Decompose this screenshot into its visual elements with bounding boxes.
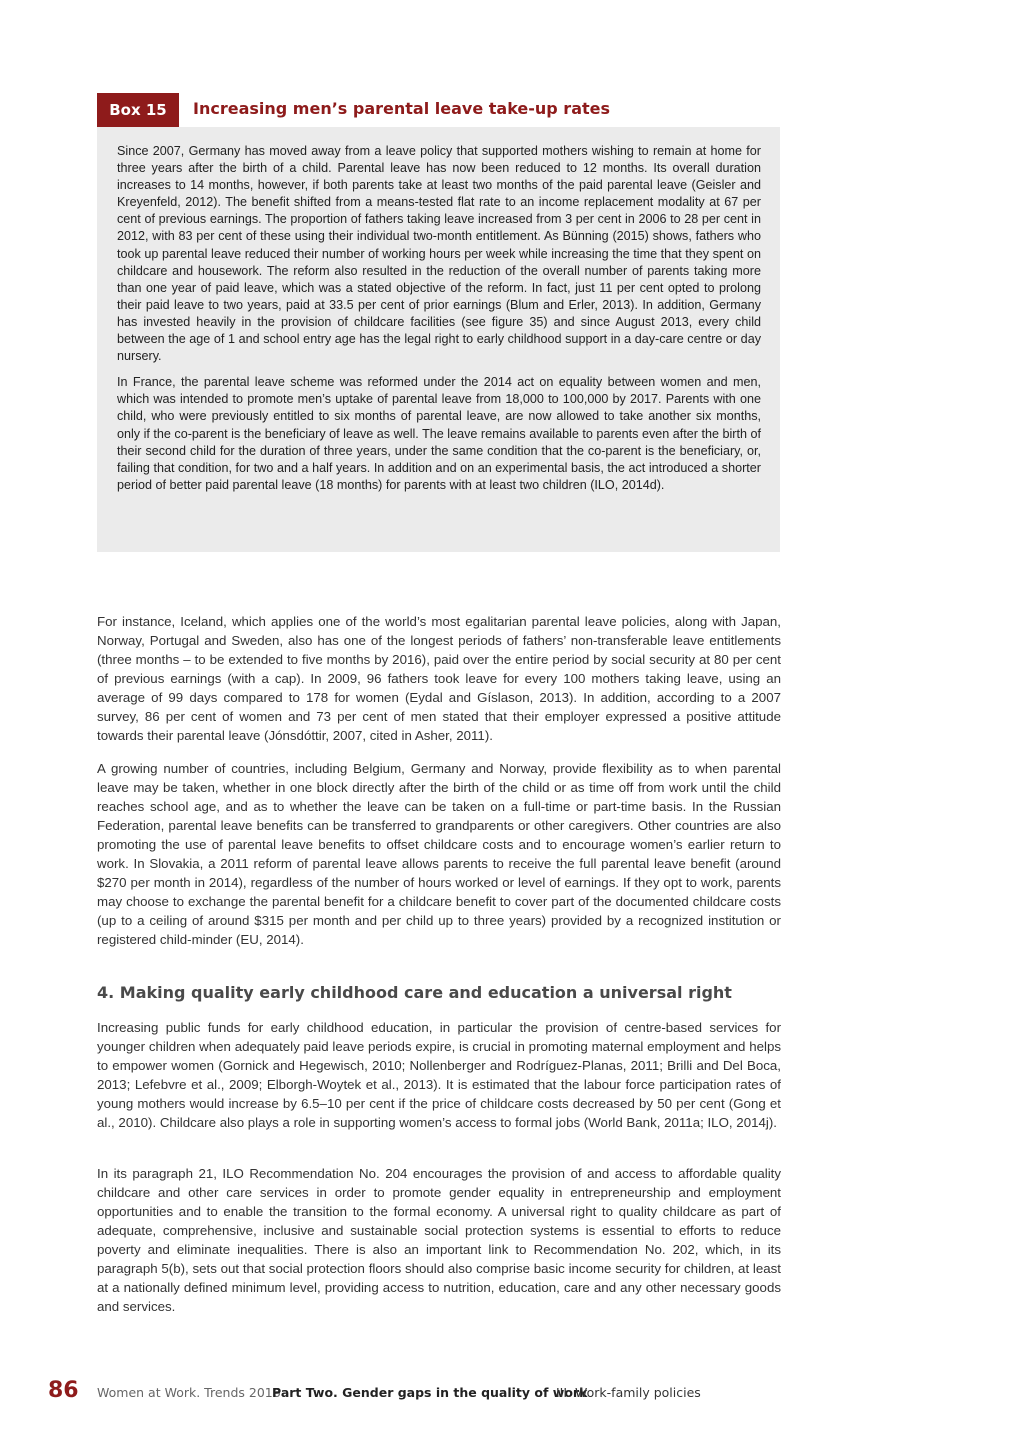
paragraph-recommendation: In its paragraph 21, ILO Recommendation No. 204 encourages the provision of and access to affordable quality childcare and other care services in order to promote gender equality in entrepreneurship and employment opportunities and to enable the transition to the formal economy. A universal right to quality childcare as part of adequate, comprehensive, inclusive and sustainable social protection systems is essential to efforts to reduce poverty and eliminate inequalities. There is also an important link to Recommendation No. 202, which, in its paragraph 5(b), sets out that social protection floors should also comprise basic income security for children, at least at a nationally defined minimum level, providing access to nutrition, education, care and any other necessary goods and services. (97, 1166, 781, 1314)
chapter-title: III. Work-family policies (556, 1385, 701, 1400)
section-heading: 4. Making quality early childhood care and education a universal right (97, 983, 732, 1002)
part-title: Part Two. Gender gaps in the quality of work (272, 1385, 588, 1400)
box-paragraph: Since 2007, Germany has moved away from a leave policy that supported mothers wishing to remain at home for three years after the birth of a child. Parental leave has now been reduced to 12 months. Its overall duration increases to 14 months, however, if both parents take at least two months of the paid parental leave (Geisler and Kreyenfeld, 2012). The benefit shifted from a means-tested flat rate to an income replacement modality at 67 per cent of previous earnings. The proportion of fathers taking leave increased from 3 per cent in 2006 to 28 per cent in 2012, with 83 per cent of these using their individual two-month entitlement. As Bünning (2015) shows, fathers who took up parental leave reduced their number of working hours per week while increasing the time that they spent on childcare and housework. The reform also resulted in the reduction of the overall number of parents taking more than one year of paid leave, which was a stated objective of the reform. In fact, just 11 per cent opted to prolong their paid leave to two years, paid at 33.5 per cent of prior earnings (Blum and Erler, 2013). In addition, Germany has invested heavily in the provision of childcare facilities (see figure 35) and since August 2013, every child between the age of 1 and school entry age has the legal right to early childhood support in a day-care centre or day nursery. (117, 144, 761, 364)
paragraph-iceland: For instance, Iceland, which applies one of the world’s most egalitarian parental leave policies, along with Japan, Norway, Portugal and Sweden, also has one of the longest periods of fathers’ non-transferable leave entitlements (three months – to be extended to five months by 2016), paid over the entire period by social security at 80 per cent of previous earnings (with a cap). In 2009, 96 fathers took leave for every 100 mothers taking leave, using an average of 99 days compared to 178 for women (Eydal and Gíslason, 2013). In addition, according to a 2007 survey, 86 per cent of women and 73 per cent of men stated that their employer expressed a positive attitude towards their parental leave (Jónsdóttir, 2007, cited in Asher, 2011). (97, 614, 781, 743)
box-title: Increasing men’s parental leave take-up rates (193, 99, 611, 118)
page-footer (0, 1378, 1024, 1408)
box-paragraph: In France, the parental leave scheme was reformed under the 2014 act on equality between women and men, which was intended to promote men’s uptake of parental leave from 18,000 to 100,000 by 2017. Parents with one child, who were previously entitled to six months of parental leave, are now allowed to take another six months, only if the co-parent is the beneficiary of leave as well. The leave remains available to parents even after the birth of their second child for the duration of three years, under the same condition that the co-parent is the beneficiary, or, failing that condition, for two and a half years. In addition and on an experimental basis, the act introduced a shorter period of better paid parental leave (18 months) for parents with at least two children (ILO, 2014d). (117, 375, 761, 492)
paragraph-public-funds: Increasing public funds for early childhood education, in particular the provision of centre-based services for younger children when adequately paid leave periods expire, is crucial in promoting maternal employment and helps to empower women (Gornick and Hegewisch, 2010; Nollenberger and Rodríguez-Planas, 2011; Brilli and Del Boca, 2013; Lefebvre et al., 2009; Elborgh-Woytek et al., 2013). It is estimated that the labour force participation rates of young mothers would increase by 6.5–10 per cent if the price of childcare costs decreased by 50 per cent (Gong et al., 2010). Childcare also plays a role in supporting women’s access to formal jobs (World Bank, 2011a; ILO, 2014j). (97, 1020, 781, 1130)
paragraph-flexibility: A growing number of countries, including Belgium, Germany and Norway, provide flexibility as to when parental leave may be taken, whether in one block directly after the birth of the child or as time off from work until the child reaches school age, and as to whether the leave can be taken on a full-time or part-time basis. In the Russian Federation, parental leave benefits can be transferred to grandparents or other caregivers. Other countries are also promoting the use of parental leave benefits to offset childcare costs and to encourage women’s earlier return to work. In Slovakia, a 2011 reform of parental leave allows parents to receive the full parental leave benefit (around $270 per month in 2014), regardless of the number of hours worked or level of earnings. If they opt to work, parents may choose to exchange the parental benefit for a childcare benefit to cover part of the documented childcare costs (up to a ceiling of around $315 per month and per child up to three years) provided by a recognized institution or registered child-minder (EU, 2014). (97, 761, 781, 947)
body-paragraph (97, 1164, 781, 1316)
box-label: Box 15 (97, 93, 179, 127)
body-paragraph (97, 759, 781, 949)
page-number: 86 (48, 1378, 79, 1403)
publication-title: Women at Work. Trends 2016 (97, 1385, 281, 1400)
box-body (97, 127, 780, 552)
body-paragraph (97, 1018, 781, 1132)
body-paragraph (97, 612, 781, 745)
